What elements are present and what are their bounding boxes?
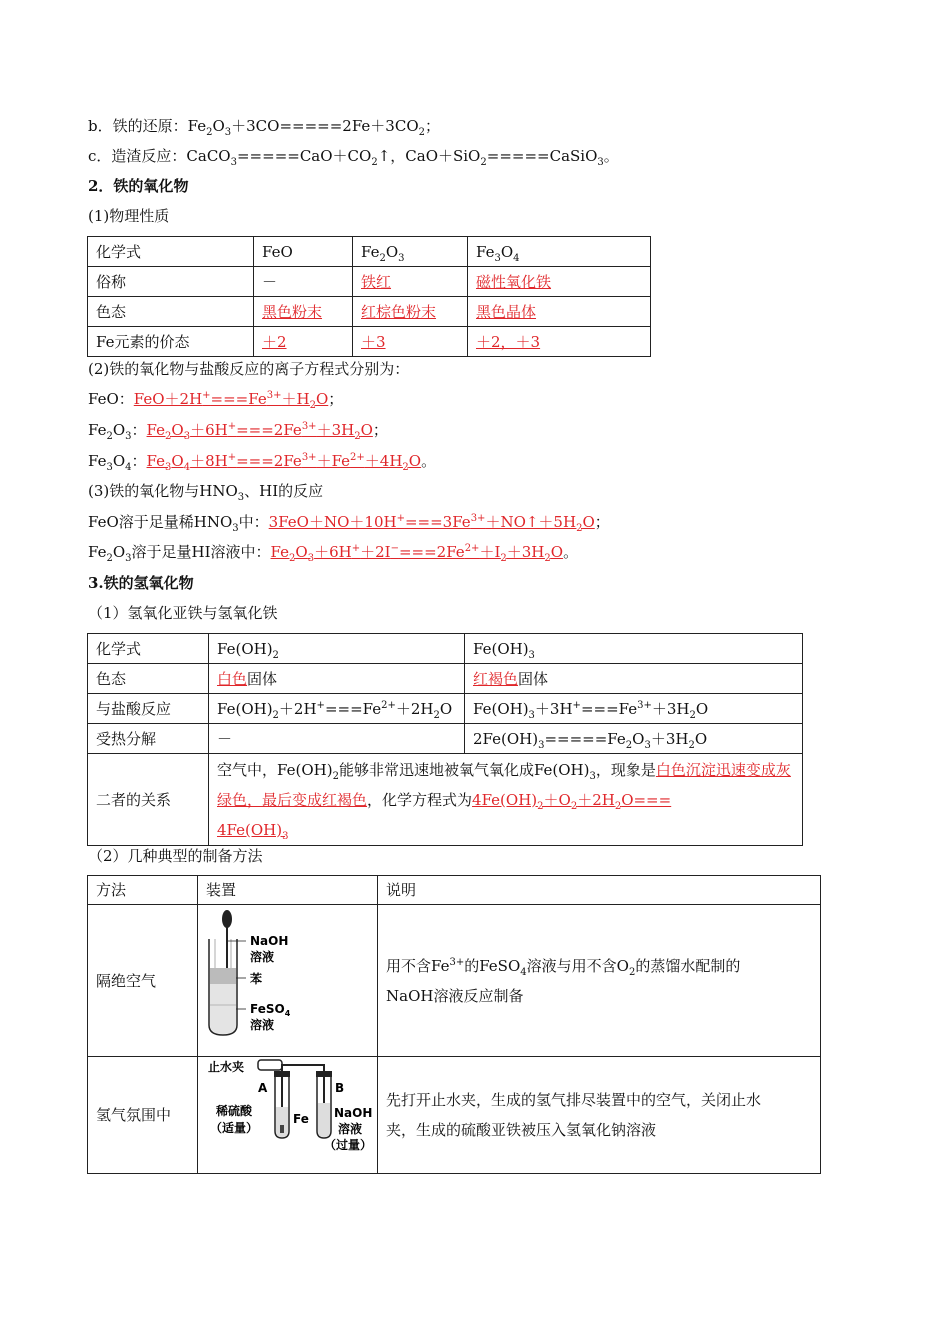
table-cell: 用不含$Fe^{3+}$的FeSO$_4$溶液与用不含$O_2$的蒸馏水配制的 NaOH溶液反应制备: [378, 905, 821, 1057]
answer-text: 红褐色: [473, 669, 519, 688]
table-cell: $Fe(OH)_2$: [209, 634, 465, 664]
table-cell: 受热分解: [88, 724, 209, 754]
table-cell: 方法: [88, 876, 198, 905]
slag-reaction-equation: $CaCO_3=====CaO+CO_2↑$，CaO＋SiO$_2$=====CaSiO$_3$。: [186, 147, 619, 168]
table-cell: 隔绝空气: [88, 905, 198, 1057]
label-naoh: NaOH: [334, 1106, 373, 1120]
table-cell: Fe元素的价态: [88, 327, 254, 357]
table-cell: －: [209, 724, 465, 754]
answer-text: 黑色晶体: [476, 302, 537, 321]
label-solution: 溶液: [250, 950, 275, 964]
table-row: [88, 634, 803, 664]
label-clamp: 止水夹: [208, 1060, 245, 1074]
hydroxides-subheading: （1）氢氧化亚铁与氢氧化铁: [88, 604, 278, 622]
table-cell: [353, 327, 468, 357]
slag-reaction-label: c．造渣反应：: [88, 147, 187, 165]
table-cell: [468, 297, 651, 327]
table-cell: 色态: [88, 297, 254, 327]
table-row: [88, 1057, 821, 1174]
preparation-methods-subheading: （2）几种典型的制备方法: [88, 847, 263, 865]
apparatus-cell: [198, 905, 378, 1057]
table-row: [88, 327, 651, 357]
table-row: [88, 724, 803, 754]
naoh-liquid: [318, 1103, 330, 1137]
table-cell: 先打开止水夹，生成的氢气排尽装置中的空气，关闭止水 夹，生成的硫酸亚铁被压入氢氧化钠溶液: [378, 1057, 821, 1174]
ionic-equations-heading: (2)铁的氧化物与盐酸反应的离子方程式分别为：: [88, 360, 410, 378]
label-solution: 溶液: [338, 1122, 363, 1136]
answer-text: ＋2，＋3: [476, 332, 541, 351]
table-cell: [468, 267, 651, 297]
fe3o4-label: $Fe_3O_4$：: [88, 452, 147, 473]
table-cell: 俗称: [88, 267, 254, 297]
table-cell: $Fe(OH)_3+3H^+===Fe^{3+}+3H_2O$: [465, 694, 803, 724]
table-cell: 与盐酸反应: [88, 694, 209, 724]
fe2o3-label: $Fe_2O_3$：: [88, 421, 147, 442]
iron-reduction-equation: $Fe_2O_3+3CO=====2Fe+3CO_2$；: [187, 117, 441, 138]
feo-equation: $FeO+2H^+===Fe^{3+}+H_2O$: [133, 390, 329, 411]
slag-reaction-line: [88, 147, 619, 168]
apparatus-cell: [198, 1057, 378, 1174]
answer-text: 白色沉淀迅速变成灰绿色，最后变成红褐色: [217, 761, 791, 809]
table-cell: [209, 664, 465, 694]
table-cell: $Fe_2O_3$: [353, 237, 468, 267]
table-row: [88, 237, 651, 267]
feo-equation-line: [88, 390, 344, 411]
answer-text: ＋2: [262, 332, 287, 351]
table-row: [88, 754, 803, 846]
benzene-layer: [210, 968, 236, 984]
table-cell: 二者的关系: [88, 754, 209, 846]
punctuation: ；: [328, 390, 344, 408]
table-cell: [254, 297, 353, 327]
physical-properties-heading: (1)物理性质: [88, 207, 170, 225]
table-cell: 说明: [378, 876, 821, 905]
table-row: [88, 297, 651, 327]
table-row: [88, 876, 821, 905]
test-tube-apparatus-diagram: [198, 905, 378, 1046]
table-cell: [465, 664, 803, 694]
table-cell: [468, 327, 651, 357]
fe3o4-equation: $Fe_3O_4+8H^+===2Fe^{3+}+Fe^{2+}+4H_2O$: [146, 452, 422, 473]
label-fe: Fe: [293, 1112, 309, 1126]
answer-text: 铁红: [361, 272, 392, 291]
table-cell: $Fe(OH)_3$: [465, 634, 803, 664]
feo-hno3-equation: $3FeO+NO+10H^+===3Fe^{3+}+NO↑+5H_2O$: [268, 513, 595, 534]
label-dilute-acid: 稀硫酸: [216, 1104, 253, 1118]
answer-text: 黑色粉末: [262, 302, 323, 321]
fe2o3-hi-label: $Fe_2O_3$溶于足量HI溶液中：: [88, 543, 271, 564]
hno3-hi-heading: (3)铁的氧化物与$HNO_3$、HI的反应: [88, 482, 324, 503]
table-cell: [254, 327, 353, 357]
table-cell: 色态: [88, 664, 209, 694]
label-solution: 溶液: [250, 1018, 275, 1032]
label-benzene: 苯: [250, 972, 263, 986]
label-excess: （过量）: [324, 1138, 373, 1152]
label-naoh: NaOH: [250, 934, 289, 948]
table-row: [88, 267, 651, 297]
table-cell: 化学式: [88, 634, 209, 664]
label-feso4: FeSO$_4$: [250, 1002, 291, 1018]
label-a: A: [258, 1081, 268, 1095]
table-cell: 空气中，$Fe(OH)_2$能够非常迅速地被氧气氧化成$Fe(OH)_3$，现象是白色沉淀迅速变成灰绿色，最后变成红褐色，化学方程式为$4Fe(OH)_2+O_2+2H_2O===$ $4Fe(OH)_3$: [209, 754, 803, 846]
fe2o3-equation: $Fe_2O_3+6H^+===2Fe^{3+}+3H_2O$: [146, 421, 373, 442]
dropper-bulb-icon: [222, 910, 232, 928]
section-iron-hydroxides-heading: 3.铁的氢氧化物: [88, 574, 194, 592]
iron-oxides-properties-table: [87, 236, 651, 357]
table-cell: [353, 297, 468, 327]
table-cell: $Fe(OH)_2+2H^+===Fe^{2+}+2H_2O$: [209, 694, 465, 724]
table-cell: 化学式: [88, 237, 254, 267]
iron-reduction-line: [88, 117, 441, 138]
answer-text: 磁性氧化铁: [476, 272, 552, 291]
punctuation: 。: [421, 452, 437, 470]
label-appropriate-amount: （适量）: [210, 1121, 259, 1135]
table-cell: $2Fe(OH)_3=====Fe_2O_3+3H_2O$: [465, 724, 803, 754]
fe3o4-equation-line: [88, 452, 437, 473]
table-row: [88, 664, 803, 694]
feso4-solution: [210, 984, 236, 1034]
fe2o3-hi-equation: $Fe_2O_3+6H^++2I^-===2Fe^{2+}+I_2+3H_2O$: [270, 543, 564, 564]
table-cell: FeO: [254, 237, 353, 267]
cell-text: ，化学方程式为: [367, 791, 473, 809]
preparation-methods-table: [87, 875, 821, 1174]
table-cell: [353, 267, 468, 297]
answer-text: 红棕色粉末: [361, 302, 437, 321]
iron-hydroxides-table: [87, 633, 803, 846]
punctuation: ；: [594, 513, 610, 531]
clamp-icon: [258, 1060, 282, 1070]
answer-text: ＋3: [361, 332, 386, 351]
answer-equation: $4Fe(OH)_2+O_2+2H_2O===$ $4Fe(OH)_3$: [217, 791, 672, 842]
label-b: B: [335, 1081, 345, 1095]
fe-solid: [280, 1125, 284, 1133]
fe2o3-hi-line: [88, 543, 579, 564]
punctuation: ；: [372, 421, 388, 439]
answer-text: 白色: [217, 669, 248, 688]
table-row: [88, 905, 821, 1057]
feo-hno3-label: FeO溶于足量稀$HNO_3$中：: [88, 513, 269, 534]
table-row: [88, 694, 803, 724]
table-cell: 氢气氛围中: [88, 1057, 198, 1174]
iron-reduction-label: b．铁的还原：: [88, 117, 188, 135]
punctuation: 。: [563, 543, 579, 561]
cell-text: 固体: [518, 669, 549, 688]
table-cell: 装置: [198, 876, 378, 905]
cell-text: 固体: [247, 669, 278, 688]
hydrogen-atmosphere-apparatus-diagram: [198, 1057, 378, 1163]
table-cell: $Fe_3O_4$: [468, 237, 651, 267]
fe2o3-equation-line: [88, 421, 388, 442]
feo-hno3-line: [88, 513, 610, 534]
feo-label: FeO：: [88, 390, 134, 408]
section-iron-oxides-heading: 2．铁的氧化物: [88, 177, 189, 195]
table-cell: －: [254, 267, 353, 297]
